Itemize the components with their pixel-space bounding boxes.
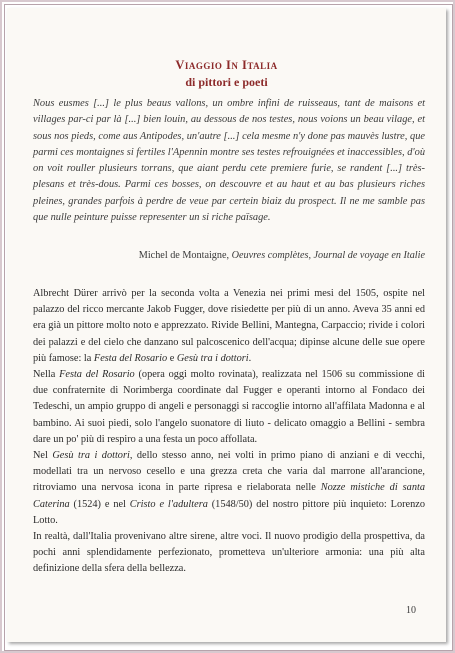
artwork-title: Cristo e l'adultera: [129, 498, 208, 510]
paragraph-text: , dello stesso anno, nei volti in primo piano di anziani e di vecchi, modellati tra un nervoso cesello e una grezza creta che varia dal marrone all'arancione, ritroviamo una nervosa icona in parte ripresa e rielaborata nelle: [33, 450, 425, 494]
chapter-title: Viaggio In Italia: [175, 58, 278, 72]
paragraph: [33, 286, 425, 367]
paragraph-text: .: [248, 352, 252, 364]
page-number: 10: [406, 605, 416, 616]
epigraph-quote: Nous eusmes [...] le plus beaus vallons, un ombre infini de ruisseaus, tant de maisons et villages par-ci par là [...] bien louin, au dessous de nos testes, nous voions un beau vilage, et sous nos pieds, come aus Antipodes, un'autre [...] cela mesme n'y done pas mauvès lustre, que parmi ces montaignes si fertiles l'Apennin montre ses testes refrouignées et inaccessibles, d'où on voit rouller plusieurs torrans, que aiant perdu cete premiere furie, se randent [...] très-plesans et très-dous. Parmi ces bosses, on descouvre et au haut et au bas plusieurs riches pleines, grandes parfois à perdre de veue par certein biaiz du prospect. Il ne me samble pas que nulle peinture puisse representer un si riche païsage.: [33, 98, 426, 224]
paragraph-text: (opera oggi molto rovinata), realizzata nel 1506 su commissione di due confraternite di Norimberga coordinate dal Fugger e operanti intorno al Fondaco dei Tedeschi, un ampio gruppo di angeli e personaggi si raccoglie intorno all'affilata Madonna e al bambino. Ai suoi piedi, solo l'angelo suonatore di liuto - delicato omaggio a Bellini - sembra dare un po' più di respiro a una festa un poco affollata.: [33, 369, 425, 445]
epigraph-attribution: [33, 250, 425, 261]
paragraph-text: e: [167, 352, 177, 364]
artwork-title: Nozze mistiche di santa Caterina: [33, 482, 425, 510]
book-page: [7, 8, 446, 642]
paragraph-text: Albrecht Dürer arrivò per la seconda volta a Venezia nei primi mesi del 1505, ospite nel palazzo del ricco mercante Jakob Fugger, dove risiedette per più di un anno. Aveva 35 anni ed era già un pittore molto noto e apprezzato. Rivide Bellini, Mantegna, Carpaccio; rivide i colori dei palazzi e del cielo che danzano sul palcoscenico dell'acqua; dipinse alcune delle sue opere più famose: la: [33, 288, 425, 364]
paragraph: [33, 448, 425, 529]
artwork-title: Gesù tra i dottori: [176, 352, 249, 364]
artwork-title: Gesù tra i dottori: [52, 450, 130, 462]
paragraph: [33, 529, 425, 578]
attribution-work: Oeuvres complètes, Journal de voyage en Italie: [231, 250, 425, 261]
paragraph-text: (1548/50) del nostro pittore più inquieto: Lorenzo Lotto.: [33, 498, 425, 526]
chapter-subtitle: di pittori e poeti: [185, 75, 268, 89]
paragraph-text: In realtà, dall'Italia provenivano altre sirene, altre voci. Il nuovo prodigio della prospettiva, da pochi anni splendidamente perfezionato, prometteva un'ulteriore armonia: una più alta definizione della sfera della bellezza.: [33, 531, 425, 575]
paragraph-text: (1524) e nel: [69, 498, 130, 510]
artwork-title: Festa del Rosario: [93, 352, 168, 364]
attribution-author: Michel de Montaigne,: [138, 250, 232, 261]
paragraph: [33, 367, 425, 448]
body-text: [33, 286, 425, 578]
paragraph-text: Nel: [33, 450, 53, 462]
paragraph-text: Nella: [33, 369, 60, 381]
artwork-title: Festa del Rosario: [59, 369, 135, 381]
